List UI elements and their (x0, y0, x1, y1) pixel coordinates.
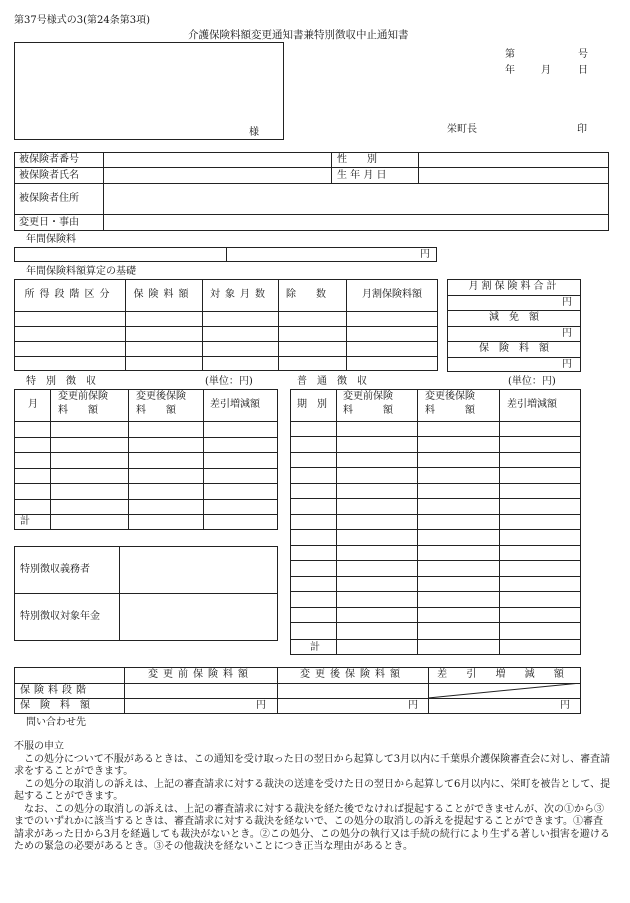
special-col-after-1: 変更後保険 (136, 391, 186, 402)
form-number: 第37号様式の3(第24条第3項) (14, 15, 150, 26)
monthly-total-yen: 円 (562, 297, 572, 308)
special-col-before-1: 変更前保険 (58, 391, 108, 402)
comparison-diff-yen: 円 (560, 700, 570, 711)
contact-label: 問い合わせ先 (26, 717, 86, 728)
special-col-after-2: 料 額 (136, 405, 176, 416)
comparison-before-yen: 円 (256, 700, 266, 711)
go-label: 号 (578, 49, 588, 60)
ordinary-collection-label: 普 通 徴 収 (297, 376, 367, 387)
ordinary-col-before-2: 料 額 (343, 405, 393, 416)
sex-label: 性 別 (337, 154, 377, 165)
ordinary-col-after-1: 変更後保険 (425, 391, 475, 402)
reduction-yen: 円 (562, 328, 572, 339)
pension-label: 特別徴収対象年金 (20, 611, 100, 622)
appeal-paragraph-2: この処分の取消しの訴えは、上記の審査請求に対する裁決の送達を受けた日の翌日から起算して6月以内に、栄町を被告として、提起することができます。 (14, 778, 611, 802)
addressee-suffix: 様 (249, 127, 259, 138)
birth-label: 生 年 月 日 (337, 170, 387, 181)
basis-label: 年間保険料額算定の基礎 (26, 266, 136, 277)
annual-premium-label: 年間保険料 (26, 234, 76, 245)
basis-col-months: 対象月数 (210, 289, 270, 300)
appeal-paragraph-3: なお、この処分の取消しの訴えは、上記の審査請求に対する裁決を経た後でなければ提起することができませんが、次の①から③までのいずれかに該当するときは、審査請求に対する裁決を経ないで、この処分の取消しの訴えを提起することができます。①審査請求があった日から3月を経過しても裁決がないとき。②この処分、この処分の執行又は手続の続行により生ずる著しい損害を避けるための緊急の必要があるとき。③その他裁決を経ないことにつき正当な理由があるとき。 (14, 803, 610, 852)
comparison-diff-header: 差 引 増 減 額 (437, 669, 572, 680)
ordinary-collection-table (290, 389, 581, 655)
basis-col-stage: 所得段階区分 (24, 289, 115, 300)
appeal-notice (14, 741, 612, 854)
special-unit: (単位：円) (205, 376, 253, 387)
ordinary-col-after-2: 料 額 (425, 405, 475, 416)
basis-col-divisor: 除 数 (286, 289, 326, 300)
no-label: 第 (505, 49, 515, 60)
ordinary-col-before-1: 変更前保険 (343, 391, 393, 402)
summary-premium-yen: 円 (562, 359, 572, 370)
reduction-label: 減 免 額 (489, 312, 539, 323)
ordinary-total-label: 計 (310, 642, 320, 653)
appeal-paragraph-1: この処分について不服があるときは、この通知を受け取った日の翌日から起算して3月以内に千葉県介護保険審査会に対し、審査請求をすることができます。 (14, 753, 611, 777)
insured-name-label: 被保険者氏名 (19, 170, 79, 181)
special-total-label: 計 (20, 516, 30, 527)
basis-col-monthly: 月割保険料額 (362, 289, 422, 300)
summary-premium-label: 保 険 料 額 (479, 343, 549, 354)
appeal-heading: 不服の申立 (14, 741, 64, 752)
seal-mark: 印 (577, 124, 587, 135)
month-label: 月 (541, 65, 551, 76)
ordinary-unit: (単位：円) (508, 376, 556, 387)
annual-premium-yen: 円 (420, 249, 430, 260)
comparison-diagonal (428, 683, 581, 698)
monthly-total-label: 月割保険料合計 (468, 281, 560, 292)
special-col-month: 月 (28, 399, 38, 410)
special-collection-label: 特 別 徴 収 (26, 376, 96, 387)
change-date-label: 変更日・事由 (19, 217, 79, 228)
year-label: 年 (505, 65, 515, 76)
ordinary-col-diff: 差引増減額 (507, 399, 557, 410)
comparison-stage-label: 保険料段階 (20, 685, 90, 696)
ordinary-col-period: 期 別 (297, 399, 327, 410)
insured-number-label: 被保険者番号 (19, 154, 79, 165)
issuer: 栄町長 (447, 124, 477, 135)
comparison-amount-label: 保 険 料 額 (20, 700, 90, 711)
basis-col-amount: 保険料額 (133, 289, 194, 300)
comparison-before-header: 変更前保険料額 (148, 669, 253, 680)
address-window (14, 42, 284, 140)
special-col-before-2: 料 額 (58, 405, 98, 416)
day-label: 日 (578, 65, 588, 76)
comparison-after-header: 変更後保険料額 (300, 669, 405, 680)
document-title: 介護保険料額変更通知書兼特別徴収中止通知書 (188, 29, 409, 41)
obligor-label: 特別徴収義務者 (20, 564, 90, 575)
comparison-after-yen: 円 (408, 700, 418, 711)
insured-address-label: 被保険者住所 (19, 193, 79, 204)
special-col-diff: 差引増減額 (210, 399, 260, 410)
